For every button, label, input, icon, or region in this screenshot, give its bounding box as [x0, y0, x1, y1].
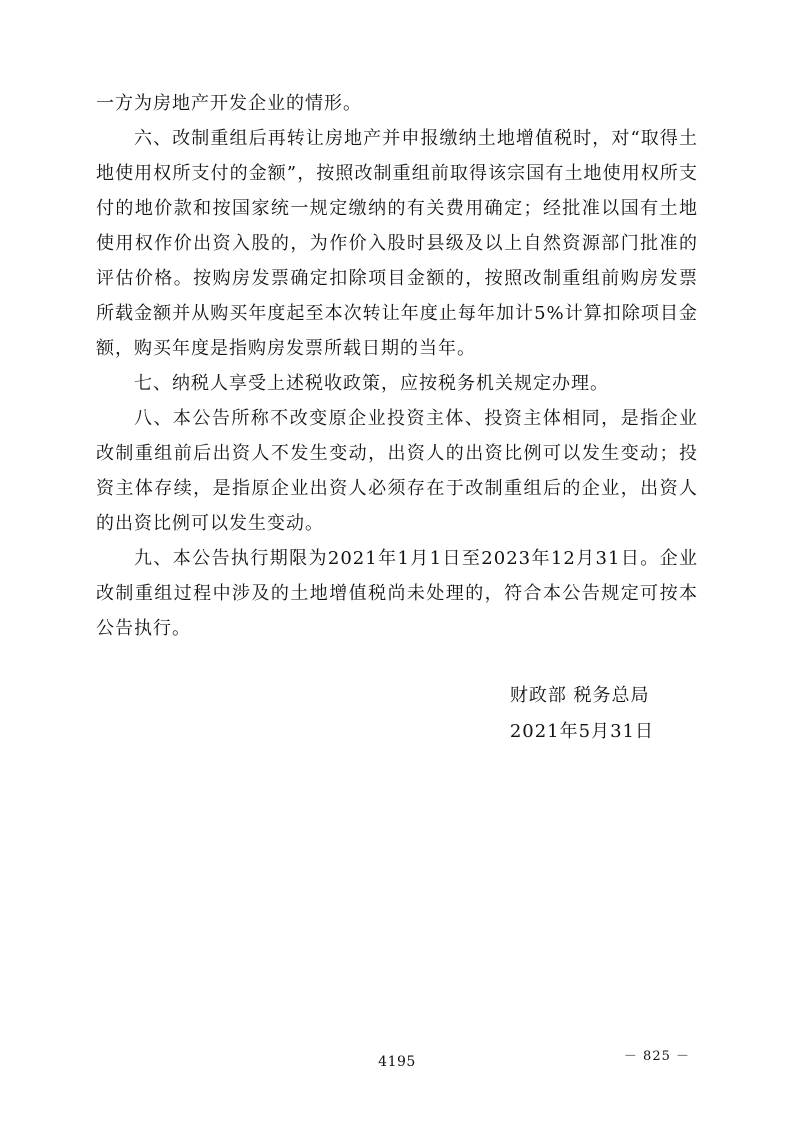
issue-date: 2021年5月31日	[509, 721, 654, 742]
page-number-center: 4195	[378, 1054, 416, 1070]
page-number-right: － 825 －	[623, 1049, 690, 1064]
paragraph-item-6: 六、改制重组后再转让房地产并申报缴纳土地增值税时，对“取得土地使用权所支付的金额”，按照改制重组前取得该宗国有土地使用权所支付的地价款和按国家统一规定缴纳的有关费用确定；经批准以国有土地使用权作价出资入股的，为作价入股时县级及以上自然资源部门批准的评估价格。按购房发票确定扣除项目金额的，按照改制重组前购房发票所载金额并从购买年度起至本次转让年度止每年加计5%计算扣除项目金额，购买年度是指购房发票所载日期的当年。	[96, 128, 698, 359]
paragraph-item-9: 九、本公告执行期限为2021年1月1日至2023年12月31日。企业改制重组过程中涉及的土地增值税尚未处理的，符合本公告规定可按本公告执行。	[96, 548, 698, 639]
paragraph-item-8: 八、本公告所称不改变原企业投资主体、投资主体相同，是指企业改制重组前后出资人不发生变动，出资人的出资比例可以发生变动；投资主体存续，是指原企业出资人必须存在于改制重组后的企业，出资人的出资比例可以发生变动。	[96, 408, 698, 534]
paragraph-item-7: 七、纳税人享受上述税收政策，应按税务机关规定办理。	[134, 373, 609, 394]
document-body	[96, 86, 698, 646]
paragraph-continuation: 一方为房地产开发企业的情形。	[96, 93, 362, 114]
signature-block	[510, 678, 654, 750]
issuer-name: 财政部 税务总局	[509, 685, 650, 706]
